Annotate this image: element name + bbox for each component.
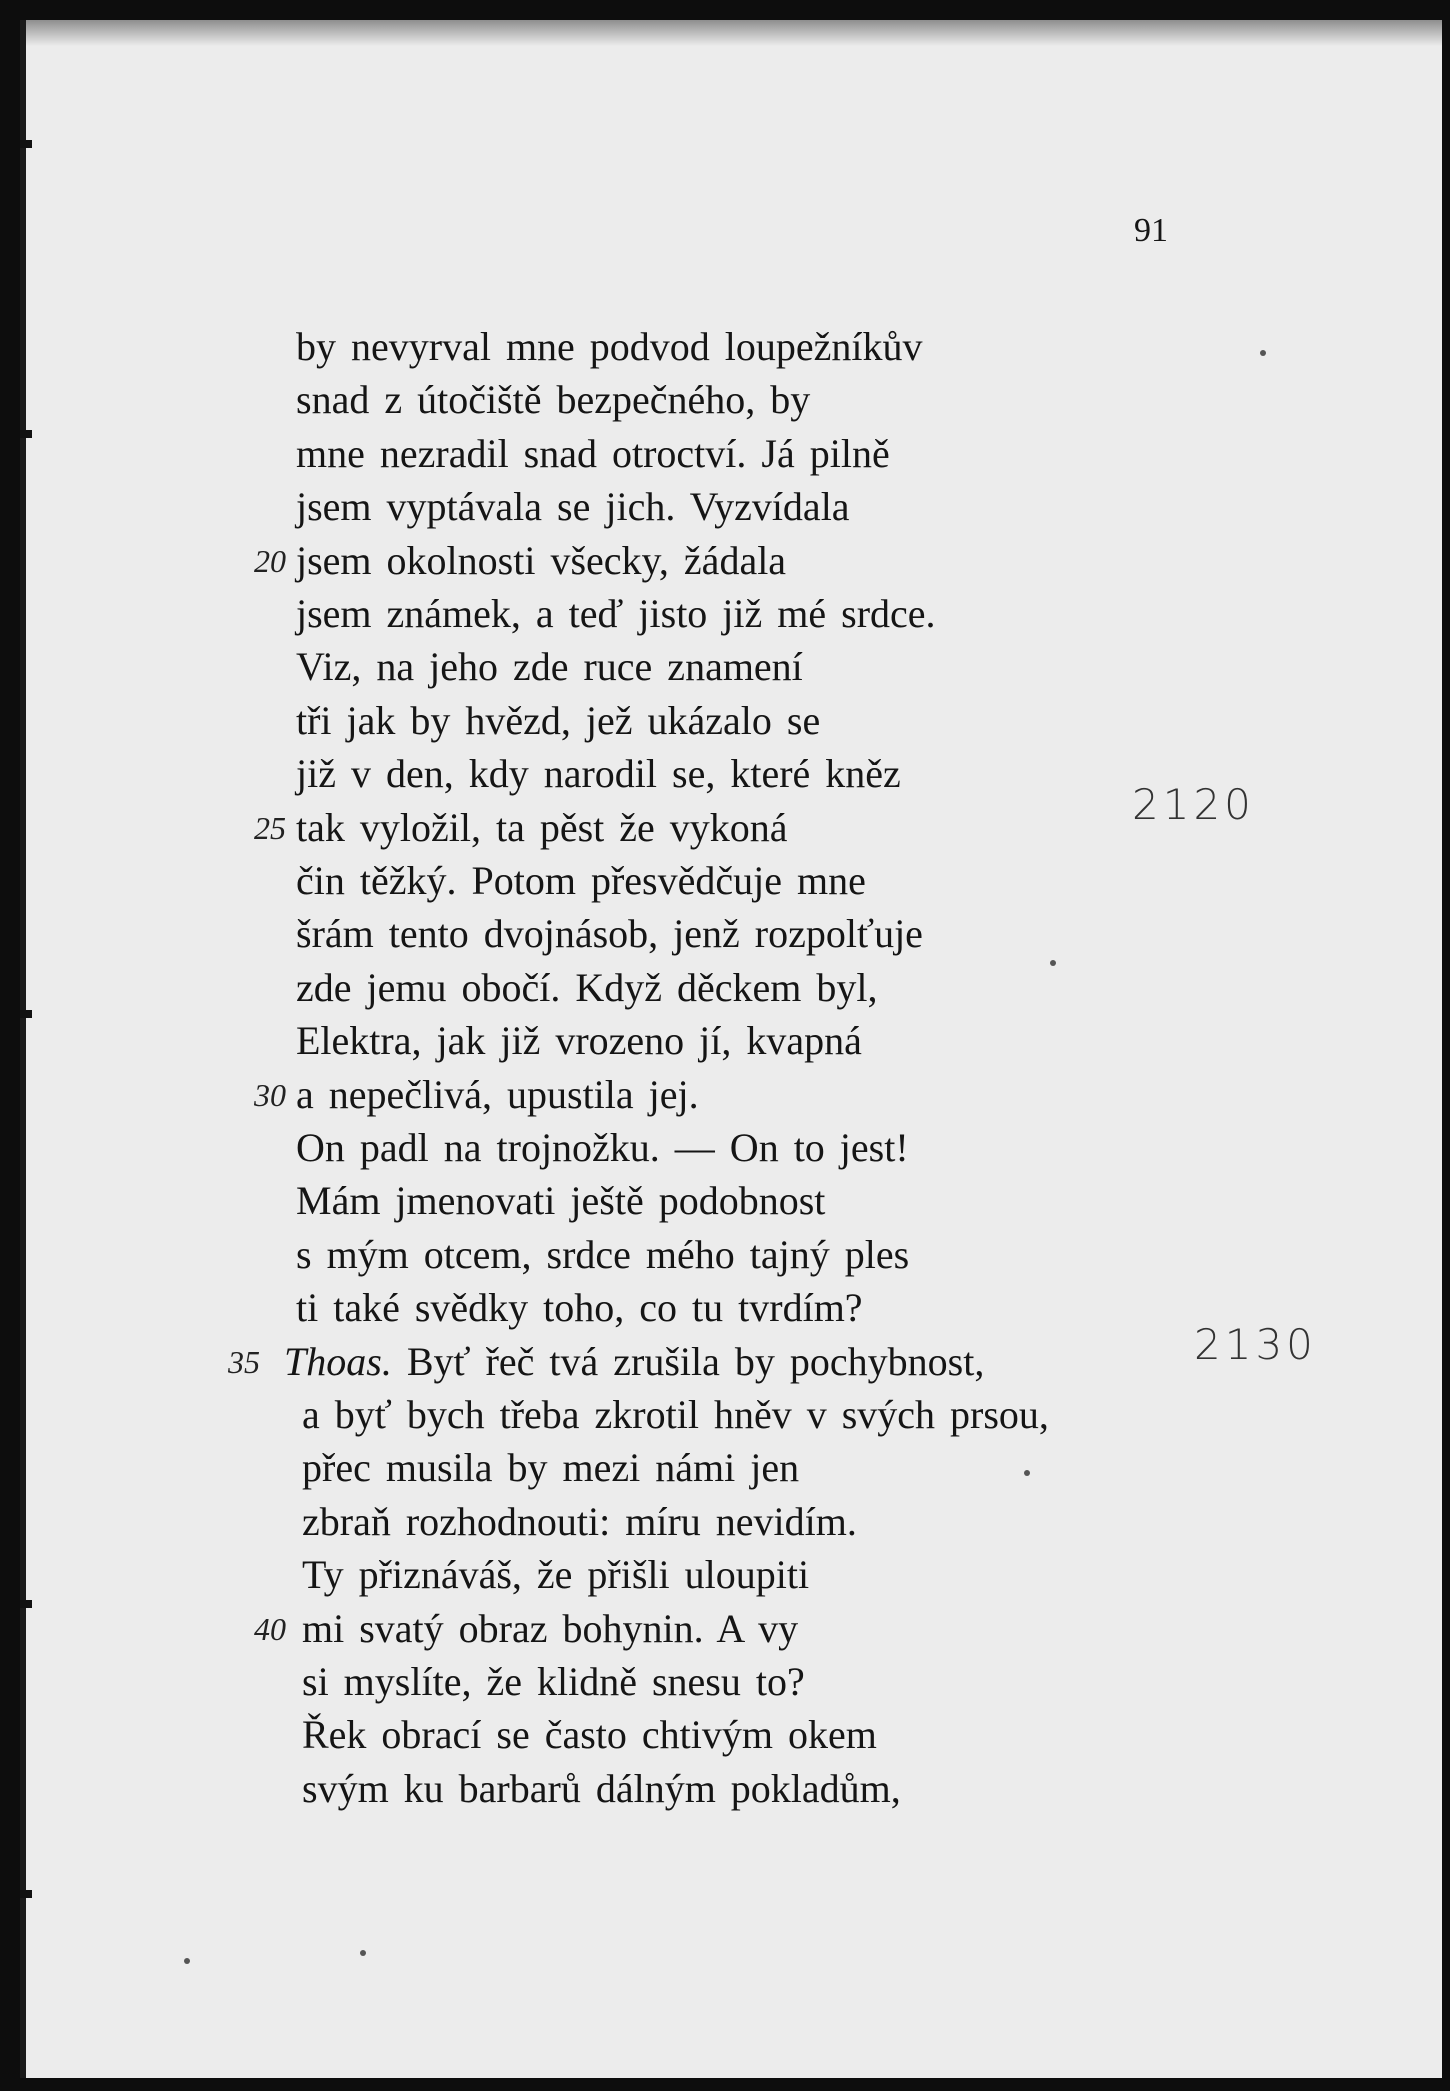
verse-line	[296, 961, 877, 1015]
verse-line	[296, 320, 923, 374]
verse-line	[302, 1762, 901, 1816]
verse-line-text: a nepečlivá, upustila jej.	[296, 1072, 699, 1117]
verse-line-text: tři jak by hvězd, jež ukázalo se	[296, 698, 821, 743]
verse-line-text: Ty přiznáváš, že přišli uloupiti	[302, 1552, 810, 1597]
verse-line	[302, 1708, 877, 1762]
verse-line	[296, 854, 866, 908]
verse-line-text: Byť řeč tvá zrušila by pochybnost,	[406, 1339, 985, 1384]
verse-line-text: a byť bych třeba zkrotil hněv v svých prsou,	[302, 1392, 1049, 1437]
verse-line-text: tak vyložil, ta pěst že vykoná	[296, 805, 788, 850]
verse-line-text: Elektra, jak již vrozeno jí, kvapná	[296, 1018, 862, 1063]
verse-line	[296, 801, 788, 855]
verse-line	[296, 640, 803, 694]
verse-line	[296, 747, 901, 801]
verse-line-text: zde jemu obočí. Když děckem byl,	[296, 965, 878, 1010]
verse-line	[302, 1441, 799, 1495]
verse-line	[296, 1228, 909, 1282]
verse-line	[296, 373, 810, 427]
verse-line-text: Mám jmenovati ještě podobnost	[296, 1178, 826, 1223]
verse-line	[296, 1068, 699, 1122]
book-page	[20, 20, 1442, 2078]
verse-line-text: šrám tento dvojnásob, jenž rozpolťuje	[296, 911, 923, 956]
binding-mark	[20, 140, 32, 148]
verse-line	[302, 1495, 857, 1549]
verse-line	[296, 587, 936, 641]
verse-line	[296, 907, 923, 961]
verse-line	[284, 1335, 984, 1389]
verse-line-text: Viz, na jeho zde ruce znamení	[296, 644, 803, 689]
paper-speck	[1260, 350, 1266, 356]
paper-speck	[360, 1950, 366, 1956]
verse-line	[296, 1014, 862, 1068]
binding-mark	[20, 430, 32, 438]
margin-note: 2120	[1132, 780, 1255, 829]
verse-line-text: již v den, kdy narodil se, které kněz	[296, 751, 901, 796]
page-number: 91	[1134, 212, 1168, 249]
verse-line	[296, 534, 786, 588]
verse-line-text: přec musila by mezi námi jen	[302, 1445, 800, 1490]
verse-line-text: čin těžký. Potom přesvědčuje mne	[296, 858, 866, 903]
margin-note: 2130	[1194, 1320, 1317, 1369]
verse-line-text: ti také svědky toho, co tu tvrdím?	[296, 1285, 863, 1330]
verse-line	[296, 480, 850, 534]
verse-line-text: si myslíte, že klidně snesu to?	[302, 1659, 805, 1704]
verse-line	[296, 1281, 863, 1335]
verse-line-text: jsem známek, a teď jisto již mé srdce.	[296, 591, 936, 636]
verse-line	[302, 1388, 1049, 1442]
verse-line-text: Řek obrací se často chtivým okem	[302, 1712, 877, 1757]
line-number: 30	[254, 1077, 286, 1113]
verse-line	[296, 1121, 909, 1175]
verse-line	[296, 694, 820, 748]
binding-mark	[20, 1600, 32, 1608]
verse-line-text: zbraň rozhodnouti: míru nevidím.	[302, 1499, 857, 1544]
line-number: 25	[254, 810, 286, 846]
verse-line-text: s mým otcem, srdce mého tajný ples	[296, 1232, 910, 1277]
verse-line-text: On padl na trojnožku. — On to jest!	[296, 1125, 909, 1170]
paper-speck	[1050, 960, 1056, 966]
verse-line	[302, 1548, 809, 1602]
paper-speck	[184, 1958, 190, 1964]
verse-line-text: jsem okolnosti všecky, žádala	[296, 538, 787, 583]
verse-line	[296, 427, 890, 481]
paper-speck	[1024, 1470, 1030, 1476]
verse-line	[296, 1174, 825, 1228]
verse-line-text: by nevyrval mne podvod loupežníkův	[296, 324, 923, 369]
page-left-edge	[20, 20, 26, 2078]
verse-line-text: mi svatý obraz bohynin. A vy	[302, 1606, 799, 1651]
binding-mark	[20, 1010, 32, 1018]
line-number: 20	[254, 543, 286, 579]
binding-mark	[20, 1890, 32, 1898]
verse-line-text: jsem vyptávala se jich. Vyzvídala	[296, 484, 850, 529]
line-number: 40	[254, 1611, 286, 1647]
line-number: 35	[228, 1344, 260, 1380]
page-top-shadow	[20, 20, 1442, 46]
verse-line-text: snad z útočiště bezpečného, by	[296, 377, 811, 422]
verse-line-text: svým ku barbarů dálným pokladům,	[302, 1766, 901, 1811]
verse-line-text: mne nezradil snad otroctví. Já pilně	[296, 431, 890, 476]
verse-line	[302, 1602, 798, 1656]
verse-line	[302, 1655, 805, 1709]
speaker-name: Thoas.	[284, 1339, 392, 1384]
